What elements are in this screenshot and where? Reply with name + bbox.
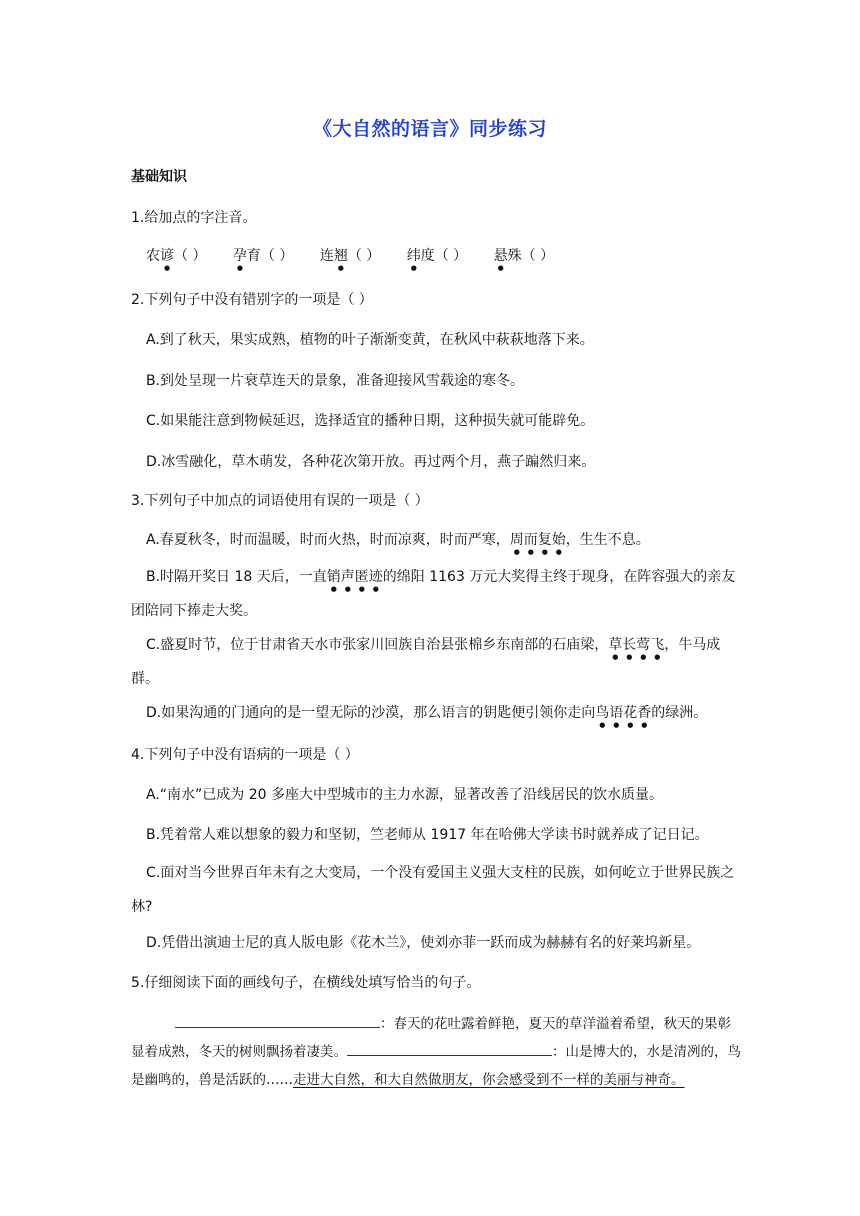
- dotted-phrase: 草长莺飞: [608, 637, 665, 653]
- question-3-option-d: D.如果沟通的门通向的是一望无际的沙漠，那么语言的钥匙便引领你走向鸟语花香的绿洲。: [146, 705, 708, 721]
- answer-blank[interactable]: （ ）: [521, 248, 555, 264]
- question-3-option-c: C.盛夏时节，位于甘肃省天水市张家川回族自治县张棉乡东南部的石庙梁，草长莺飞，牛马成群。: [131, 637, 721, 687]
- pinyin-item-3: 连翘（ ）: [319, 248, 381, 264]
- question-3-stem: 3.下列句子中加点的词语使用有误的一项是（ ）: [131, 493, 429, 509]
- pinyin-items: [146, 245, 576, 272]
- answer-blank[interactable]: （ ）: [260, 248, 294, 264]
- pinyin-item-1: 农谚（ ）: [146, 248, 207, 264]
- pinyin-item-5: 悬殊（ ）: [493, 248, 555, 264]
- question-2-option-d: D.冰雪融化，草木萌发，各种花次第开放。再过两个月，燕子蹁然归来。: [146, 454, 596, 470]
- underlined-sentence: 走进大自然，和大自然做朋友，你会感受到不一样的美丽与神奇。: [293, 1072, 685, 1088]
- dotted-char: 悬: [493, 248, 508, 264]
- dotted-phrase: 销声匿迹: [326, 569, 383, 585]
- dotted-char: 翘: [333, 248, 348, 264]
- page-title: 《大自然的语言》同步练习: [312, 118, 547, 140]
- pinyin-item-4: 纬度（ ）: [406, 248, 468, 264]
- fill-in-blank-1[interactable]: [175, 1013, 380, 1028]
- answer-blank[interactable]: （ ）: [434, 248, 468, 264]
- dotted-phrase: 鸟语花香: [595, 705, 652, 721]
- answer-blank[interactable]: （ ）: [347, 248, 381, 264]
- question-3-option-a: A.春夏秋冬，时而温暖，时而火热，时而凉爽，时而严寒，周而复始，生生不息。: [146, 532, 650, 548]
- question-2-option-b: B.到处呈现一片衰草连天的景象，准备迎接风雪载途的寒冬。: [146, 373, 525, 389]
- question-5-stem: 5.仔细阅读下面的画线句子，在横线处填写恰当的句子。: [131, 975, 481, 991]
- question-3-option-b: B.时隔开奖日 18 天后，一直销声匿迹的绵阳 1163 万元大奖得主终于现身，在阵容强大的亲友团陪同下捧走大奖。: [131, 569, 736, 619]
- dotted-char: 纬: [406, 248, 421, 264]
- question-4-stem: 4.下列句子中没有语病的一项是（ ）: [131, 747, 359, 763]
- dotted-char: 谚: [160, 248, 174, 264]
- question-2-option-c: C.如果能注意到物候延迟，选择适宜的播种日期，这种损失就可能辟免。: [146, 413, 595, 429]
- question-2-option-a: A.到了秋天，果实成熟，植物的叶子渐渐变黄，在秋风中萩萩地落下来。: [146, 332, 594, 348]
- dotted-phrase: 周而复始: [509, 532, 566, 548]
- question-2-stem: 2.下列句子中没有错别字的一项是（ ）: [131, 292, 373, 308]
- question-4-option-b: B.凭着常人难以想象的毅力和坚韧，竺老师从 1917 年在哈佛大学读书时就养成了记日记。: [146, 827, 709, 843]
- question-4-option-c: C.面对当今世界百年未有之大变局，一个没有爱国主义强大支柱的民族，如何屹立于世界民族之林?: [131, 865, 735, 915]
- question-4-option-a: A.“南水”已成为 20 多座大中型城市的主力水源，显著改善了沿线居民的饮水质量。: [146, 787, 663, 803]
- dotted-char: 孕: [232, 248, 247, 264]
- question-1-stem: 1.给加点的字注音。: [131, 210, 257, 226]
- fill-in-blank-2[interactable]: [347, 1041, 552, 1056]
- section-heading: 基础知识: [131, 169, 187, 185]
- answer-blank[interactable]: （ ）: [174, 248, 207, 264]
- reading-passage: ：春天的花吐露着鲜艳，夏天的草洋溢着希望，秋天的果彰显着成熟，冬天的树则飘扬着凄美。 ：山是博大的，水是清冽的，鸟是幽鸣的，兽是活跃的……走进大自然，和大自然做朋友，你会感受到不一样的美丽与神奇。: [131, 1010, 741, 1094]
- question-4-option-d: D.凭借出演迪士尼的真人版电影《花木兰》，使刘亦菲一跃而成为赫赫有名的好莱坞新星。: [146, 935, 701, 951]
- pinyin-item-2: 孕育（ ）: [232, 248, 294, 264]
